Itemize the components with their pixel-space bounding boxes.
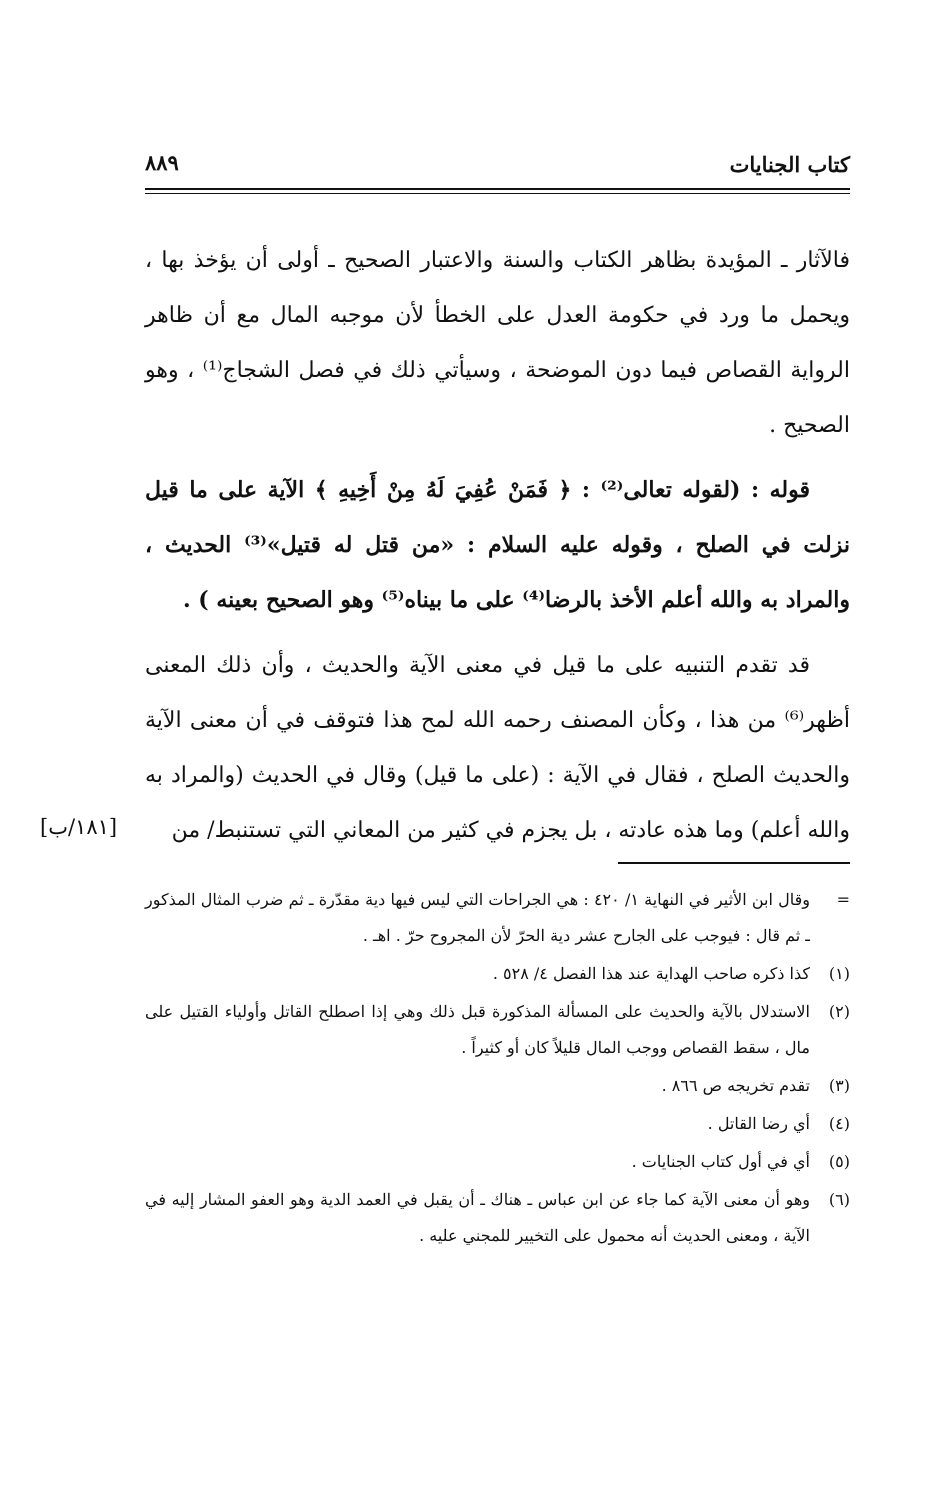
header-rule	[145, 188, 850, 190]
manuscript-folio-reference: [١٨١/ب]	[40, 815, 118, 839]
footnote-number: =	[836, 890, 850, 909]
header-rule-thin	[145, 193, 850, 194]
footnote-2	[145, 994, 850, 1066]
footnote-text: تقدم تخريجه ص ٨٦٦ .	[661, 1076, 810, 1095]
footnote-number: (٣)	[828, 1076, 850, 1095]
paragraph-1: فالآثار ـ المؤيدة بظاهر الكتاب والسنة والاعتبار الصحيح ـ أولى أن يؤخذ بها ، ويحمل ما ورد في حكومة العدل على الخطأ لأن موجبه المال مع أن ظاهر الرواية القصاص فيما دون الموضحة ، وسيأتي ذلك في فصل الشجاج⁽¹⁾ ، وهو الصحيح .	[145, 248, 850, 438]
footnote-separator	[618, 862, 850, 864]
page-header	[145, 142, 850, 186]
footnote-6	[145, 1182, 850, 1254]
paragraph-2-quote: قوله : (لقوله تعالى⁽²⁾ : ﴿ فَمَنْ عُفِيَ لَهُ مِنْ أَخِيهِ ﴾ الآية على ما قيل نزلت في الصلح ، وقوله عليه السلام : «من قتل له قتيل»⁽³⁾ الحديث ، والمراد به والله أعلم الأخذ بالرضا⁽⁴⁾ على ما بيناه⁽⁵⁾ وهو الصحيح بعينه ) .	[145, 477, 850, 613]
footnote-text: كذا ذكره صاحب الهداية عند هذا الفصل ٤/ ٥٢٨ .	[492, 964, 810, 983]
footnote-3	[145, 1068, 850, 1104]
footnote-number: (١)	[828, 964, 850, 983]
footnote-number: (٢)	[828, 1002, 850, 1021]
footnote-text: وقال ابن الأثير في النهاية ١/ ٤٢٠ : هي الجراحات التي ليس فيها دية مقدّرة ـ ثم ضرب المثال المذكور ـ ثم قال : فيوجب على الجارح عشر دية الحرّ لأن المجروح حرّ . اهـ .	[145, 890, 811, 945]
footnote-1	[145, 956, 850, 992]
footnote-text: وهو أن معنى الآية كما جاء عن ابن عباس ـ هناك ـ أن يقبل في العمد الدية وهو العفو المشار إليه في الآية ، ومعنى الحديث أنه محمول على التخيير للمجني عليه .	[145, 1190, 810, 1245]
footnote-text: أي رضا القاتل .	[707, 1114, 810, 1133]
footnote-5	[145, 1144, 850, 1180]
footnote-continuation	[145, 882, 850, 954]
running-title: كتاب الجنايات	[729, 152, 850, 177]
footnote-text: أي في أول كتاب الجنايات .	[631, 1152, 810, 1171]
paragraph-3: قد تقدم التنبيه على ما قيل في معنى الآية والحديث ، وأن ذلك المعنى أظهر⁽⁶⁾ من هذا ، وكأن المصنف رحمه الله لمح هذا فتوقف في أن معنى الآية والحديث الصلح ، فقال في الآية : (على ما قيل) وقال في الحديث (والمراد به والله أعلم) وما هذه عادته ، بل يجزم في كثير من المعاني التي تستنبط/ من	[145, 653, 850, 843]
footnote-number: (٥)	[828, 1152, 850, 1171]
footnote-number: (٤)	[828, 1114, 850, 1133]
page-number: ٨٨٩	[145, 150, 179, 175]
footnote-4	[145, 1106, 850, 1142]
footnote-number: (٦)	[828, 1190, 850, 1209]
footnotes	[145, 882, 850, 1256]
footnote-text: الاستدلال بالآية والحديث على المسألة المذكورة قبل ذلك وهي إذا اصطلح القاتل وأولياء القتيل على مال ، سقط القصاص ووجب المال قليلاً كان أو كثيراً .	[145, 1002, 810, 1057]
main-text	[145, 233, 850, 868]
